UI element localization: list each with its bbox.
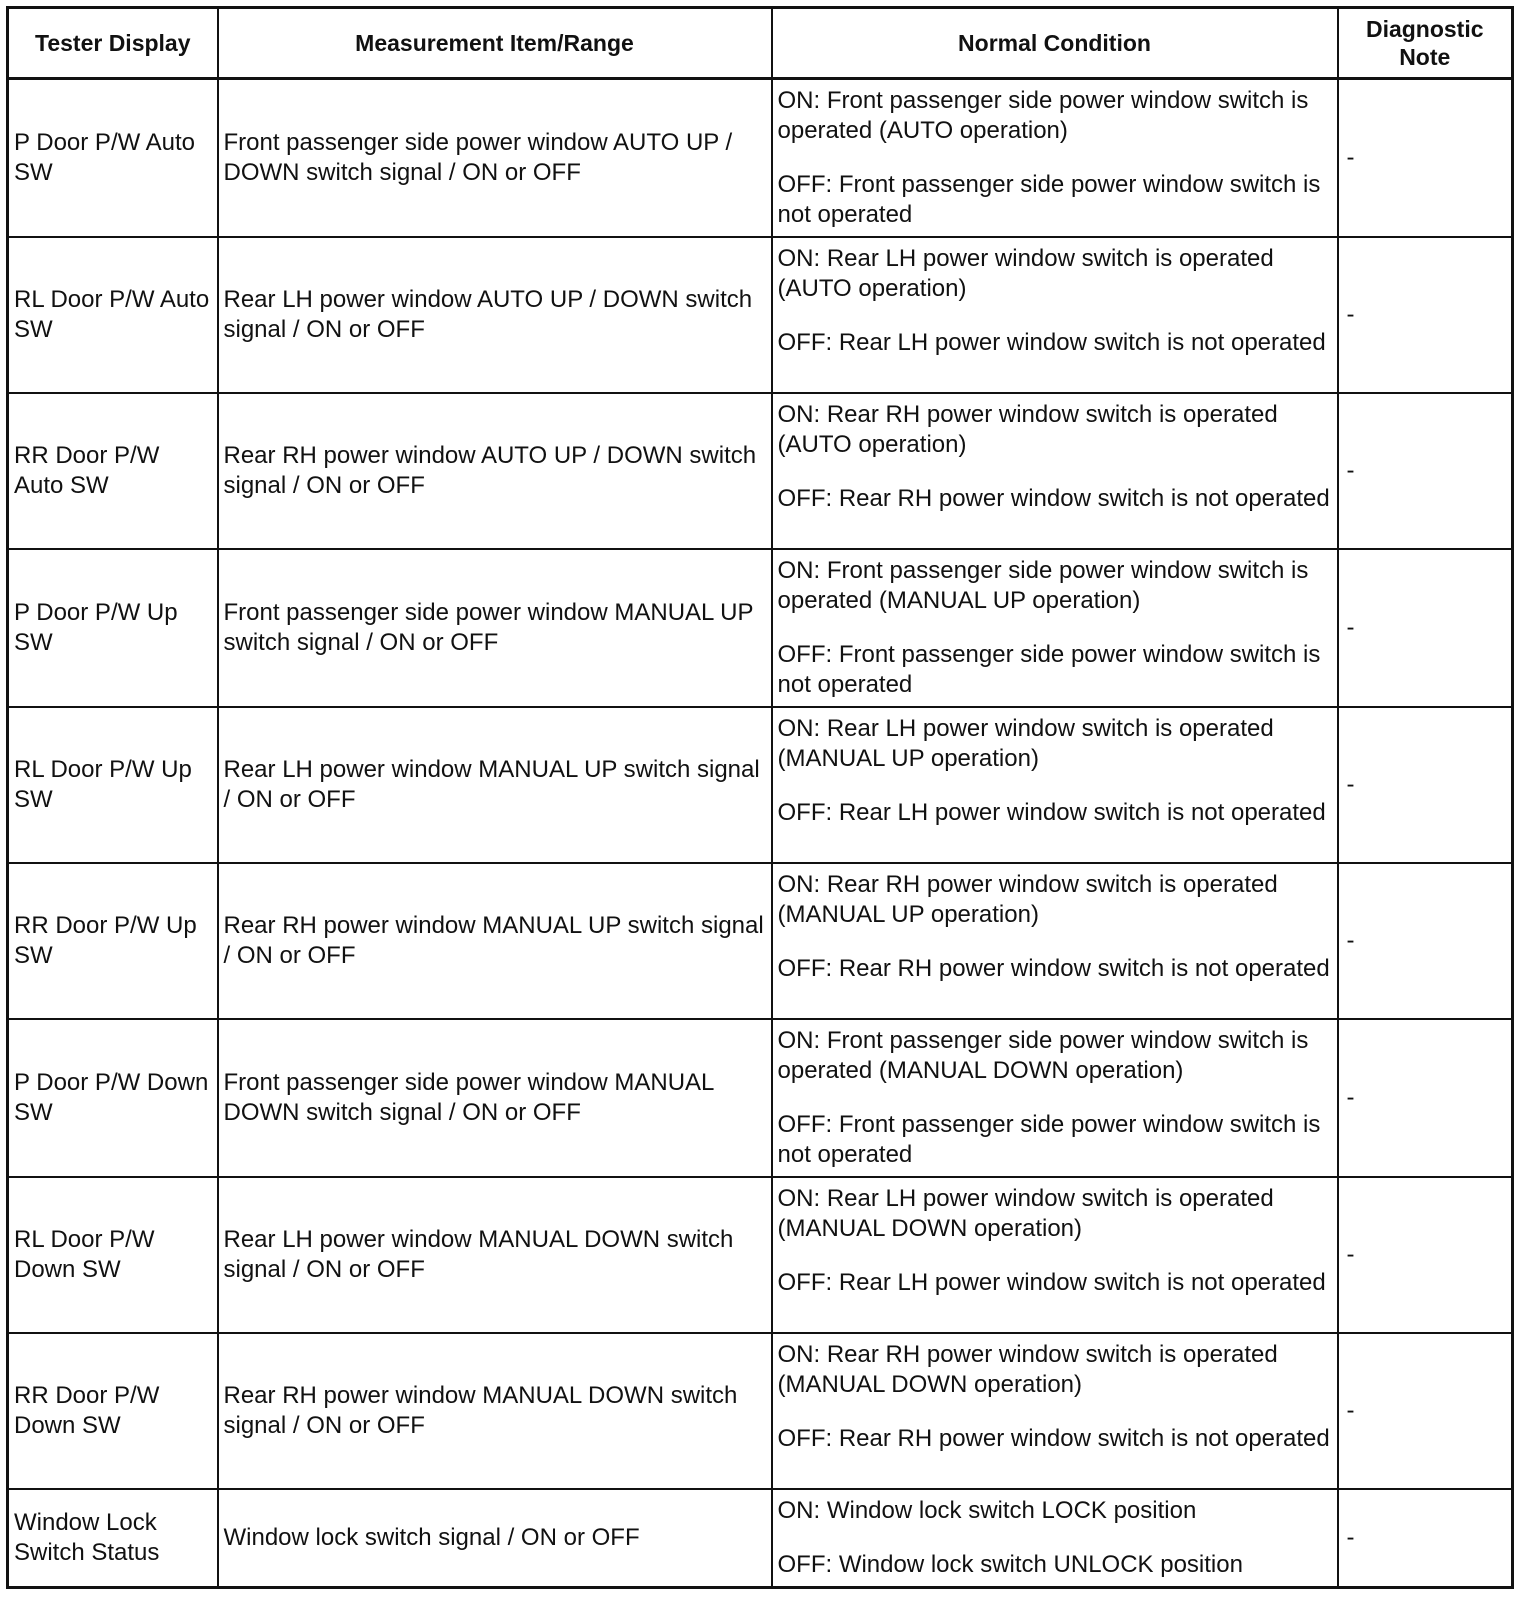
condition-on: ON: Rear RH power window switch is operated (MANUAL DOWN operation) [777,1341,1278,1398]
tester-display-cell: RL Door P/W Down SW [8,1177,218,1333]
tester-display-cell: P Door P/W Up SW [8,549,218,707]
condition-on: ON: Rear LH power window switch is operated (AUTO operation) [777,245,1274,302]
normal-condition-cell [772,1333,1338,1489]
measurement-cell: Window lock switch signal / ON or OFF [218,1489,772,1588]
normal-condition-cell [772,1177,1338,1333]
condition-off: OFF: Rear RH power window switch is not operated [777,955,1330,982]
table-row [8,863,1513,1019]
diagnostic-note-cell: - [1338,1019,1513,1177]
header-normal-condition: Normal Condition [772,8,1338,79]
normal-condition-cell [772,707,1338,863]
diagnostic-note-cell: - [1338,1489,1513,1588]
tester-display-cell: P Door P/W Auto SW [8,79,218,238]
table-row [8,1019,1513,1177]
condition-on: ON: Rear RH power window switch is operated (MANUAL UP operation) [777,871,1278,928]
tester-display-cell: RL Door P/W Up SW [8,707,218,863]
measurement-cell: Rear RH power window MANUAL UP switch signal / ON or OFF [218,863,772,1019]
table-row [8,1177,1513,1333]
measurement-cell: Rear LH power window AUTO UP / DOWN switch signal / ON or OFF [218,237,772,393]
diagnostic-note-cell: - [1338,237,1513,393]
condition-off: OFF: Front passenger side power window switch is not operated [777,1111,1321,1168]
condition-off: OFF: Front passenger side power window switch is not operated [777,641,1321,698]
tester-display-cell: Window Lock Switch Status [8,1489,218,1588]
measurement-cell: Rear LH power window MANUAL DOWN switch signal / ON or OFF [218,1177,772,1333]
condition-off: OFF: Rear LH power window switch is not operated [777,329,1326,356]
normal-condition-cell [772,1019,1338,1177]
table-body [8,79,1513,1588]
normal-condition-cell [772,549,1338,707]
condition-on: ON: Window lock switch LOCK position [777,1497,1197,1524]
measurement-cell: Rear RH power window AUTO UP / DOWN switch signal / ON or OFF [218,393,772,549]
condition-on: ON: Front passenger side power window switch is operated (MANUAL DOWN operation) [777,1027,1309,1084]
table-row [8,1489,1513,1588]
tester-display-cell: P Door P/W Down SW [8,1019,218,1177]
diagnostic-note-cell: - [1338,1333,1513,1489]
diagnostic-note-cell: - [1338,863,1513,1019]
header-tester-display: Tester Display [8,8,218,79]
tester-display-cell: RR Door P/W Up SW [8,863,218,1019]
condition-off: OFF: Window lock switch UNLOCK position [777,1551,1243,1578]
condition-off: OFF: Rear RH power window switch is not operated [777,1425,1330,1452]
condition-on: ON: Rear RH power window switch is operated (AUTO operation) [777,401,1278,458]
tester-display-cell: RR Door P/W Down SW [8,1333,218,1489]
normal-condition-cell [772,79,1338,238]
table-row [8,549,1513,707]
condition-on: ON: Front passenger side power window switch is operated (AUTO operation) [777,87,1309,144]
diagnostic-note-cell: - [1338,707,1513,863]
table-row [8,707,1513,863]
table-row [8,79,1513,238]
diagnostic-note-cell: - [1338,393,1513,549]
normal-condition-cell [772,863,1338,1019]
measurement-cell: Front passenger side power window MANUAL DOWN switch signal / ON or OFF [218,1019,772,1177]
tester-display-cell: RR Door P/W Auto SW [8,393,218,549]
diagnostic-note-cell: - [1338,79,1513,238]
condition-on: ON: Front passenger side power window switch is operated (MANUAL UP operation) [777,557,1309,614]
measurement-cell: Rear LH power window MANUAL UP switch signal / ON or OFF [218,707,772,863]
measurement-cell: Front passenger side power window AUTO UP / DOWN switch signal / ON or OFF [218,79,772,238]
table-row [8,393,1513,549]
measurement-cell: Rear RH power window MANUAL DOWN switch signal / ON or OFF [218,1333,772,1489]
header-measurement-item: Measurement Item/Range [218,8,772,79]
table-row [8,1333,1513,1489]
normal-condition-cell [772,1489,1338,1588]
normal-condition-cell [772,393,1338,549]
table-row [8,237,1513,393]
condition-off: OFF: Rear LH power window switch is not operated [777,799,1326,826]
measurement-cell: Front passenger side power window MANUAL UP switch signal / ON or OFF [218,549,772,707]
diagnostic-note-cell: - [1338,549,1513,707]
condition-off: OFF: Rear LH power window switch is not operated [777,1269,1326,1296]
header-row [8,8,1513,79]
diagnostic-data-table [6,6,1514,1589]
condition-on: ON: Rear LH power window switch is operated (MANUAL DOWN operation) [777,1185,1274,1242]
table-header [8,8,1513,79]
normal-condition-cell [772,237,1338,393]
header-diagnostic-note: Diagnostic Note [1338,8,1513,79]
diagnostic-note-cell: - [1338,1177,1513,1333]
condition-off: OFF: Rear RH power window switch is not operated [777,485,1330,512]
condition-on: ON: Rear LH power window switch is operated (MANUAL UP operation) [777,715,1274,772]
tester-display-cell: RL Door P/W Auto SW [8,237,218,393]
condition-off: OFF: Front passenger side power window switch is not operated [777,171,1321,228]
